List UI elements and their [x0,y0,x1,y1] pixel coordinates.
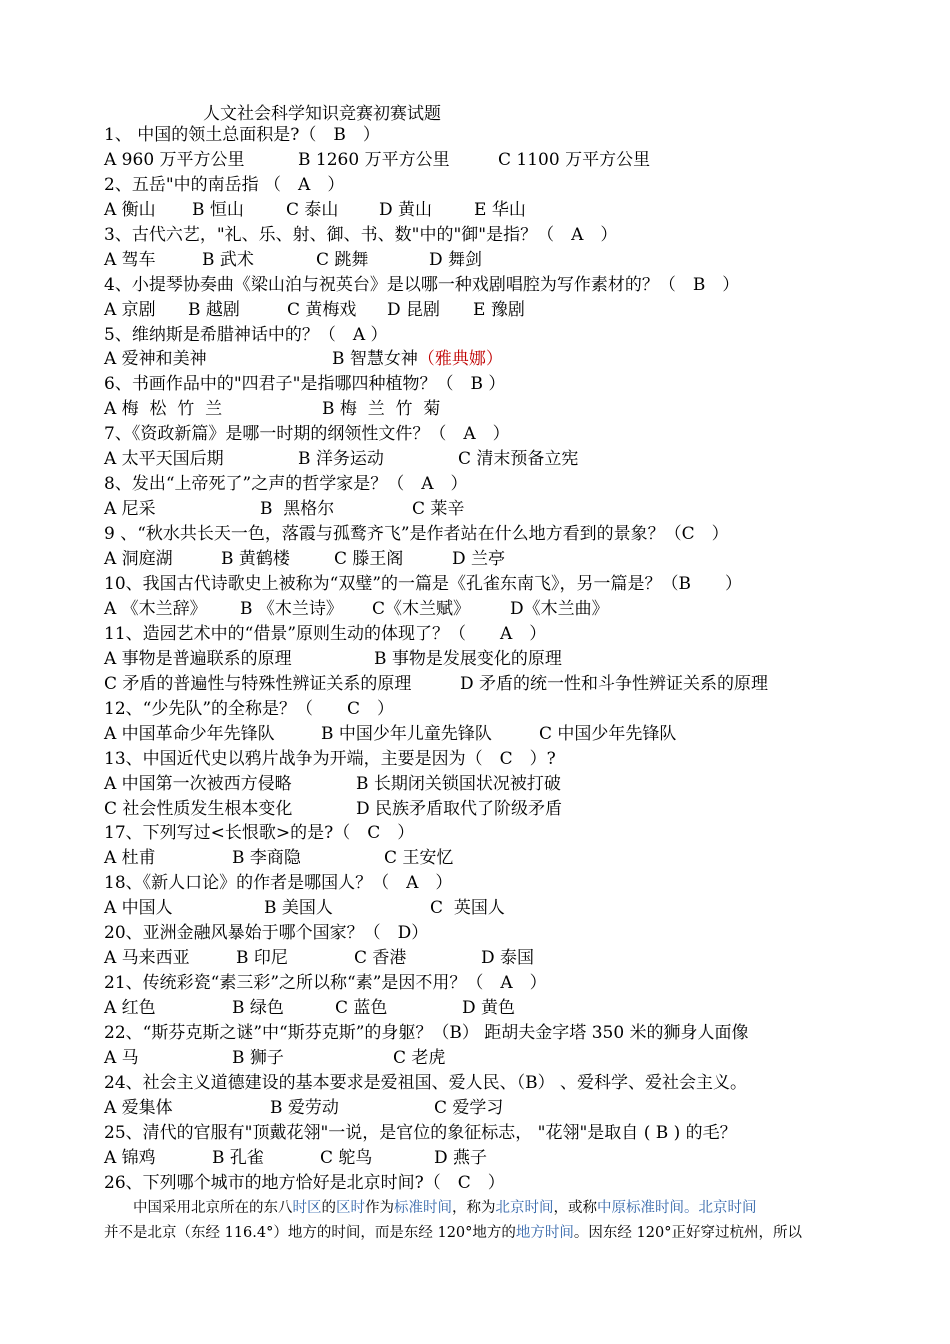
link-beijing-time-2[interactable]: 北京时间 [698,1200,757,1216]
options-13a [104,772,561,796]
link-local-time[interactable]: 地方时间 [515,1225,574,1241]
options-20 [104,946,534,970]
option: A 杜甫 [104,848,156,868]
option: C 莱辛 [412,499,465,519]
question-13: 13、中国近代史以鸦片战争为开端，主要是因为（ C ）? [104,749,556,769]
options-8 [104,497,464,521]
option: C 社会性质发生根本变化 [104,799,293,819]
option: B 黑格尔 [260,499,335,519]
option: D 泰国 [481,948,535,968]
option: B 孔雀 [212,1148,264,1168]
option: B 绿色 [232,998,284,1018]
option: C《木兰赋》 [372,599,471,619]
option: A 爱集体 [104,1098,173,1118]
question-6: 6、书画作品中的"四君子"是指哪四种植物？（ B ） [104,374,506,394]
option: B 梅 兰 竹 菊 [322,399,441,419]
option: A 马来西亚 [104,948,190,968]
question-18: 18、《新人口论》的作者是哪国人？（ A ） [104,873,453,893]
question-7: 7、《资政新篇》是哪一时期的纲领性文件？（ A ） [104,424,510,444]
options-4 [104,298,525,322]
option: D《木兰曲》 [510,599,609,619]
option: C 蓝色 [335,998,388,1018]
option: C 黄梅戏 [287,300,357,320]
options-7 [104,447,578,471]
option: A 太平天国后期 [104,449,224,469]
options-10 [104,597,609,621]
option: B 智慧女神 [332,349,418,369]
option: A 洞庭湖 [104,549,173,569]
options-21 [104,996,515,1020]
option: C 滕王阁 [334,549,404,569]
question-10: 10、我国古代诗歌史上被称为“双璧”的一篇是《孔雀东南飞》，另一篇是？（B ） [104,574,743,594]
option: A 《木兰辞》 [104,599,207,619]
options-12 [104,722,676,746]
options-13b [104,797,562,821]
option: C 跳舞 [316,250,369,270]
option: C 矛盾的普遍性与特殊性辨证关系的原理 [104,674,412,694]
option-note: （雅典娜） [417,349,503,369]
option: D 兰亭 [452,549,506,569]
link-standard-time[interactable]: 标准时间 [394,1200,452,1216]
option: A 京剧 [104,300,156,320]
option: C 王安忆 [384,848,454,868]
options-6 [104,397,440,421]
option: C 中国少年先锋队 [539,724,677,744]
link-time-zone[interactable]: 时区 [292,1200,322,1216]
option: B 中国少年儿童先锋队 [321,724,492,744]
question-3: 3、古代六艺，"礼、乐、射、御、书、数"中的"御"是指？（ A ） [104,225,618,245]
option: C 英国人 [430,898,505,918]
option: D 燕子 [434,1148,488,1168]
link-zone-time[interactable]: 区时 [336,1200,365,1216]
question-11: 11、造园艺术中的“借景”原则生动的体现了？（ A ） [104,624,547,644]
question-20: 20、亚洲金融风暴始于哪个国家？（ D） [104,923,429,943]
option: B 越剧 [188,300,240,320]
option: E 华山 [474,200,526,220]
options-18 [104,896,505,920]
option: C 1100 万平方公里 [498,150,651,170]
options-2 [104,198,526,222]
option: A 锦鸡 [104,1148,156,1168]
question-8: 8、发出“上帝死了”之声的哲学家是？（ A ） [104,474,468,494]
question-21: 21、传统彩瓷“素三彩”之所以称“素”是因不用？（ A ） [104,973,547,993]
option: B 长期闭关锁国状况被打破 [356,774,561,794]
option: B 《木兰诗》 [240,599,343,619]
option: D 舞剑 [429,250,483,270]
option: C 清末预备立宪 [458,449,579,469]
option: D 民族矛盾取代了阶级矛盾 [356,799,563,819]
options-11a [104,647,562,671]
option: B 事物是发展变化的原理 [374,649,562,669]
explanation-line-2: 并不是北京（东经 116.4°）地方的时间，而是东经 120°地方的地方时间。因东经 120°正好穿过杭州，所以 [104,1225,802,1241]
question-4: 4、小提琴协奏曲《梁山泊与祝英台》是以哪一种戏剧唱腔为写作素材的？（ B ） [104,275,740,295]
option: A 梅 松 竹 兰 [104,399,223,419]
option: B 美国人 [264,898,333,918]
option: B 印尼 [236,948,288,968]
option: A 衡山 [104,200,156,220]
question-5: 5、维纳斯是希腊神话中的？（ A ） [104,325,388,345]
question-25: 25、清代的官服有"顶戴花翎"一说，是官位的象征标志， "花翎"是取自 ( B ) 的毛？ [104,1123,737,1143]
explanation-line-1: 中国采用北京所在的东八时区的区时作为标准时间，称为北京时间，或称中原标准时间。北京时间 [104,1200,757,1216]
option: C 爱学习 [434,1098,504,1118]
question-12: 12、“少先队”的全称是？（ C ） [104,699,395,719]
option: A 中国第一次被西方侵略 [104,774,292,794]
question-24: 24、社会主义道德建设的基本要求是爱祖国、爱人民、（B） 、爱科学、爱社会主义。 [104,1073,748,1093]
options-9 [104,547,505,571]
question-26: 26、下列哪个城市的地方恰好是北京时间?（ C ） [104,1173,505,1193]
options-5 [104,347,503,371]
option: A 马 [104,1048,139,1068]
options-24 [104,1096,503,1120]
option: A 尼采 [104,499,156,519]
options-1 [104,148,650,172]
option: A 中国人 [104,898,173,918]
option: B 黄鹤楼 [221,549,290,569]
option: B 洋务运动 [298,449,384,469]
option: C 鸵鸟 [320,1148,373,1168]
option: C 老虎 [393,1048,446,1068]
option: A 驾车 [104,250,156,270]
option: A 960 万平方公里 [104,150,245,170]
options-25 [104,1146,487,1170]
option: A 事物是普遍联系的原理 [104,649,292,669]
link-beijing-time[interactable]: 北京时间 [495,1200,554,1216]
explanation-paragraph [104,1196,849,1246]
option: D 昆剧 [387,300,441,320]
option: A 爱神和美神 [104,349,207,369]
option: A 红色 [104,998,156,1018]
option: B 李商隐 [232,848,301,868]
question-2: 2、五岳"中的南岳指 （ A ） [104,175,345,195]
options-11b [104,672,768,696]
question-22: 22、“斯芬克斯之谜”中“斯芬克斯”的身躯？（B） 距胡夫金字塔 350 米的狮身人面像 [104,1023,749,1043]
options-22 [104,1046,445,1070]
document-title: 人文社会科学知识竞赛初赛试题 [203,104,441,124]
option: B 1260 万平方公里 [298,150,450,170]
option: D 黄色 [462,998,516,1018]
option: B 狮子 [232,1048,284,1068]
option: C 泰山 [286,200,339,220]
link-central-standard-time[interactable]: 中原标准时间 [597,1200,684,1216]
question-9: 9 、“秋水共长天一色，落霞与孤鹜齐飞”是作者站在什么地方看到的景象？（C ） [104,524,729,544]
question-17: 17、下列写过<长恨歌>的是?（ C ） [104,823,415,843]
option: E 豫剧 [473,300,525,320]
options-3 [104,248,482,272]
question-1: 1、 中国的领土总面积是?（ B ） [104,125,380,145]
option: C 香港 [354,948,407,968]
option: B 恒山 [192,200,244,220]
option: A 中国革命少年先锋队 [104,724,275,744]
options-17 [104,846,453,870]
option: D 矛盾的统一性和斗争性辨证关系的原理 [460,674,769,694]
option: B 武术 [202,250,254,270]
option: D 黄山 [379,200,433,220]
option: B 爱劳动 [270,1098,339,1118]
